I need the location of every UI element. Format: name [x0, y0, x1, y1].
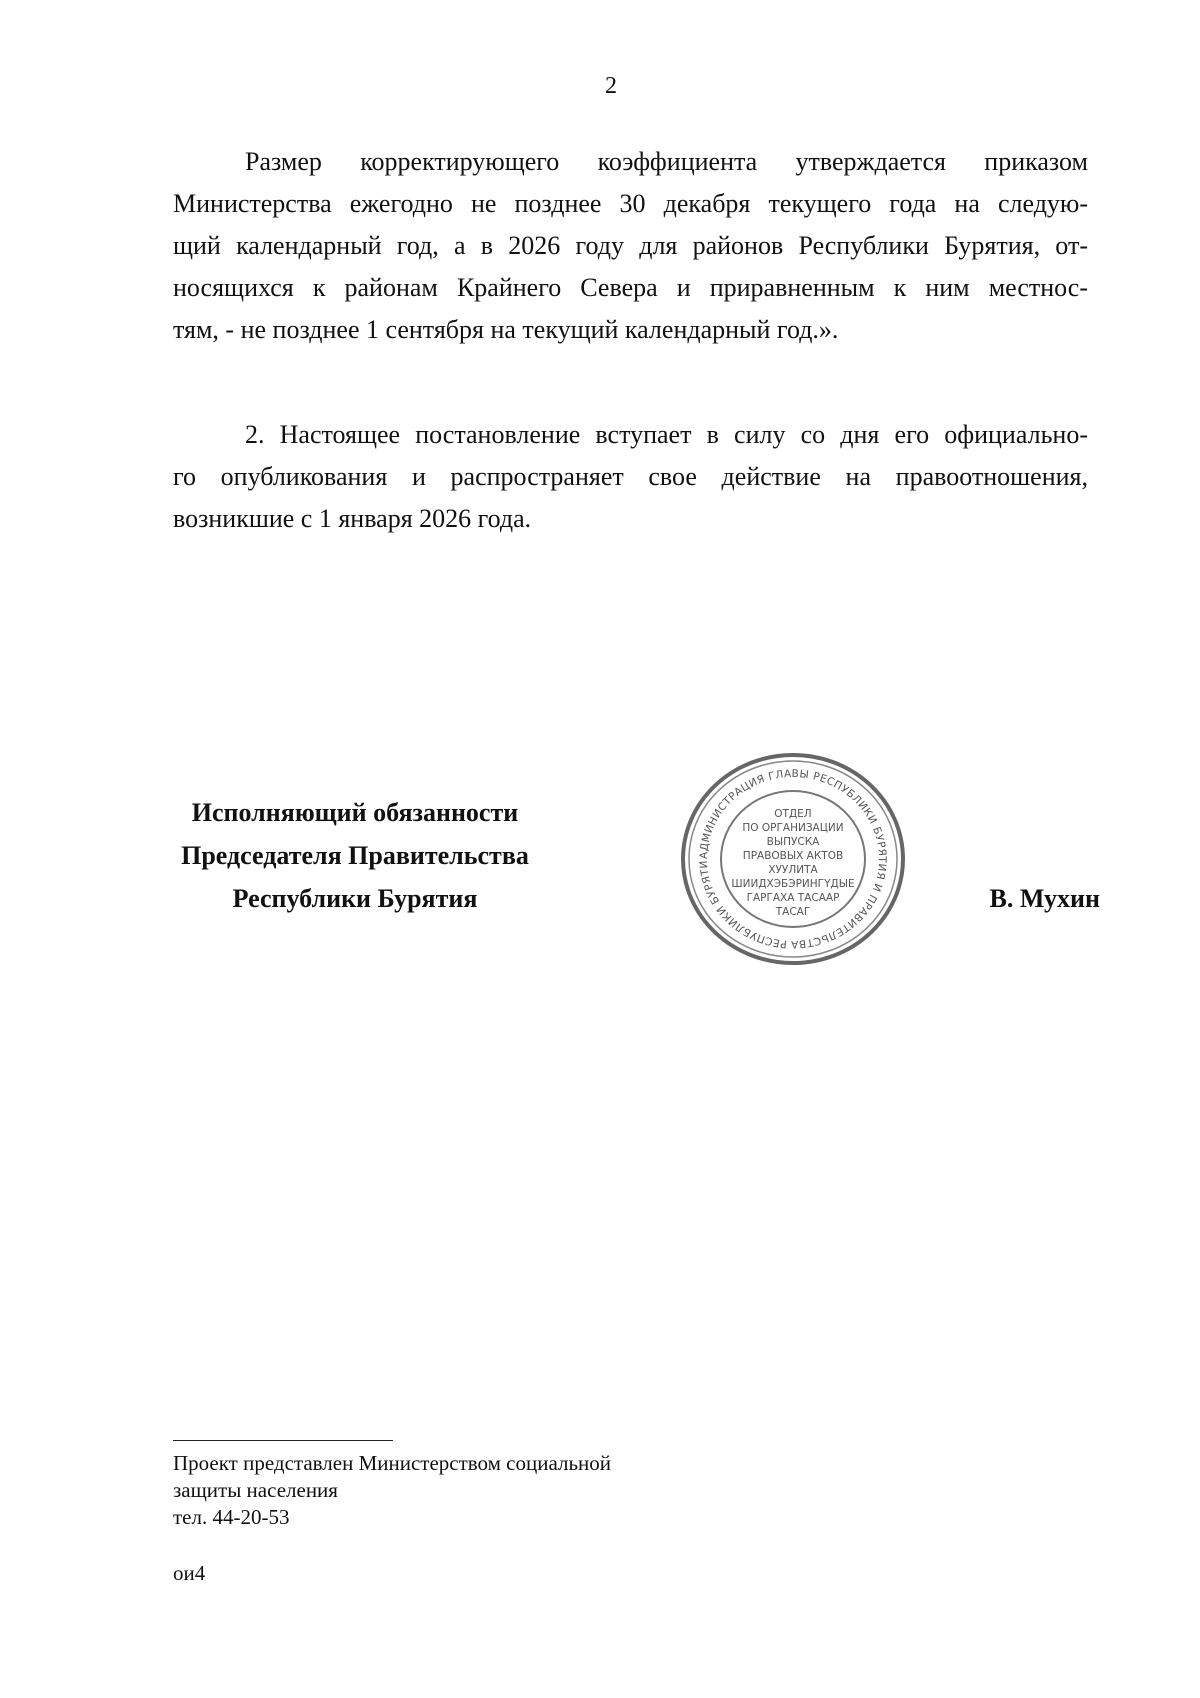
- text-line: Министерства ежегодно не позднее 30 декабря текущего года на следую-: [173, 189, 1088, 218]
- signer-title-line: Исполняющий обязанности: [191, 798, 519, 827]
- text-line: носящихся к районам Крайнего Севера и приравненным к ним местнос-: [173, 273, 1088, 302]
- footnote-line: Проект представлен Министерством социальной: [173, 1451, 612, 1475]
- footnote-line: защиты населения: [173, 1478, 338, 1502]
- document-code: ои4: [173, 1561, 206, 1585]
- signer-name: В. Мухин: [989, 884, 1100, 913]
- text-line: щий календарный год, а в 2026 году для районов Республики Бурятия, от-: [173, 231, 1088, 260]
- footnote-line: тел. 44-20-53: [173, 1505, 290, 1529]
- footnote-divider: [173, 1440, 393, 1441]
- text-line: Размер корректирующего коэффициента утверждается приказом: [245, 147, 1088, 176]
- footnote: [173, 1450, 773, 1531]
- seal-inner-line: ШИИДХЭБЭРИНГҮДЫЕ: [731, 878, 855, 890]
- signer-title: [150, 791, 560, 920]
- seal-outer-text: АДМИНИСТРАЦИЯ ГЛАВЫ РЕСПУБЛИКИ БУРЯТИЯ И ПРАВИТЕЛЬСТВА РЕСПУБЛИКИ БУРЯТИ: [697, 767, 889, 951]
- text-line: го опубликования и распространяет свое действие на правоотношения,: [173, 462, 1088, 491]
- text-line: тям, - не позднее 1 сентября на текущий календарный год.».: [173, 315, 839, 344]
- seal-inner-line: ПРАВОВЫХ АКТОВ: [742, 850, 844, 862]
- seal-inner-line: ВЫПУСКА: [766, 836, 820, 848]
- paragraph-effective-date: [173, 414, 1088, 540]
- seal-inner-line: ГАРГАХА ТАСААР: [746, 892, 840, 904]
- seal-inner-line: ОТДЕЛ: [774, 808, 812, 820]
- seal-graphic: [673, 749, 913, 969]
- page-number: 2: [605, 73, 617, 99]
- seal-inner-line: ПО ОРГАНИЗАЦИИ: [742, 822, 844, 834]
- seal-inner-line: ХУУЛИТА: [768, 864, 818, 876]
- signer-title-line: Республики Бурятия: [232, 884, 478, 913]
- signer-title-line: Председателя Правительства: [181, 841, 529, 870]
- text-line: 2. Настоящее постановление вступает в силу со дня его официально-: [245, 420, 1088, 449]
- paragraph-coefficient: [173, 141, 1088, 351]
- text-line: возникшие с 1 января 2026 года.: [173, 504, 532, 533]
- official-seal: [673, 749, 913, 969]
- seal-inner-line: ТАСАГ: [775, 906, 811, 918]
